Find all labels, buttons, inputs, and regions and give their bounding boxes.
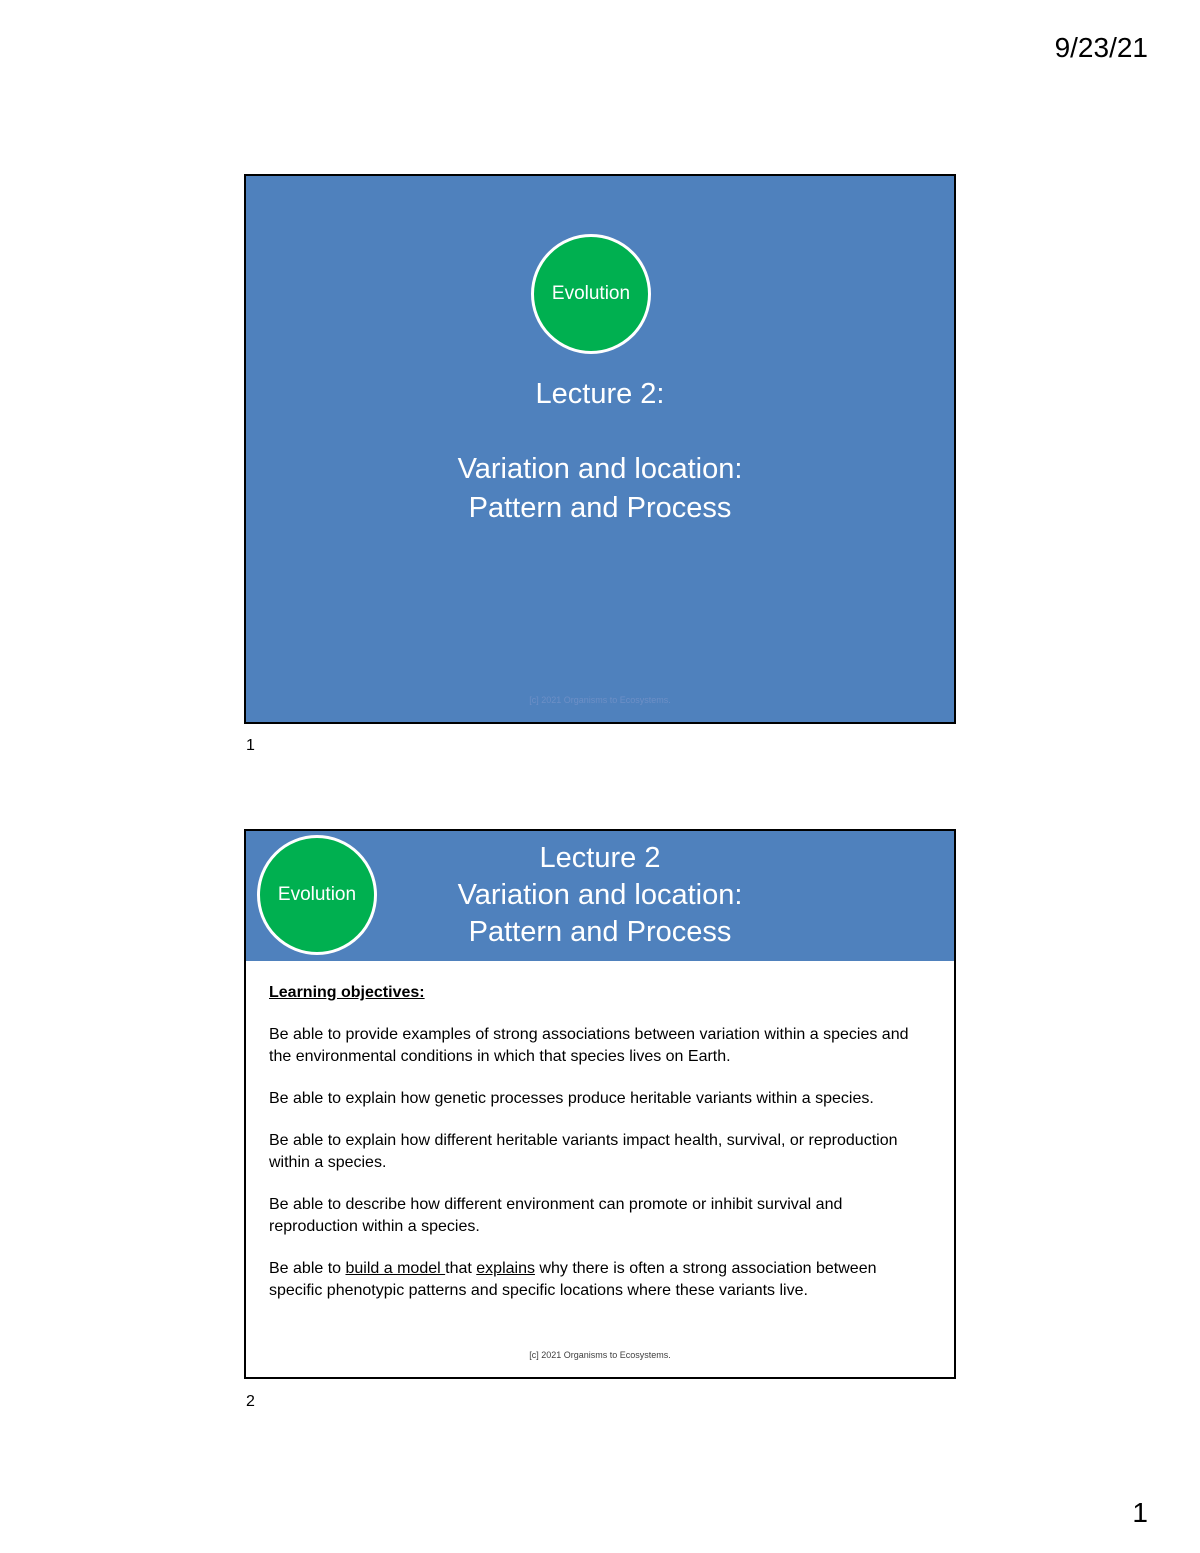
page-number: 1 <box>1132 1497 1148 1528</box>
slide-copyright: [c] 2021 Organisms to Ecosystems. <box>529 695 671 705</box>
objective-text: Be able to <box>269 1260 346 1277</box>
objective-item: Be able to explain how genetic processes produce heritable variants within a species. <box>269 1090 874 1107</box>
objective-item: Be able to explain how different heritable variants impact health, survival, or reproduction within a species. <box>269 1132 898 1171</box>
slide-title-lecture: Lecture 2: <box>535 378 665 410</box>
slide-number-1: 1 <box>246 737 255 754</box>
objective-text: that <box>445 1260 477 1277</box>
slide-number-2: 2 <box>246 1393 255 1410</box>
slide-title-line-3: Pattern and Process <box>468 492 732 524</box>
slide-title-main <box>246 450 954 528</box>
header-line-1: Lecture 2 <box>539 842 661 874</box>
slide-2 <box>244 829 956 1379</box>
objective-item: Be able to provide examples of strong associations between variation within a species and the environmental conditions in which that species lives on Earth. <box>269 1026 909 1065</box>
objective-item: Be able to describe how different environment can promote or inhibit survival and reproduction within a species. <box>269 1196 843 1235</box>
evolution-badge: Evolution <box>531 234 651 354</box>
underlined-phrase: explains <box>476 1260 535 1277</box>
slide-header-band <box>246 831 954 961</box>
objectives-body <box>269 982 924 1322</box>
slide-title-line-2: Variation and location: <box>457 453 743 485</box>
header-line-3: Pattern and Process <box>468 916 732 948</box>
slide-1 <box>244 174 956 724</box>
header-line-2: Variation and location: <box>457 879 743 911</box>
objectives-heading: Learning objectives: <box>269 984 425 1001</box>
underlined-phrase: build a model <box>345 1260 446 1277</box>
page-date: 9/23/21 <box>1054 32 1148 63</box>
objective-text: why there is often a strong association between specific phenotypic patterns and specific locations where these variants live. <box>269 1260 877 1299</box>
objective-item-model <box>269 1258 924 1302</box>
slide-copyright: [c] 2021 Organisms to Ecosystems. <box>529 1350 671 1360</box>
evolution-badge: Evolution <box>257 835 377 955</box>
